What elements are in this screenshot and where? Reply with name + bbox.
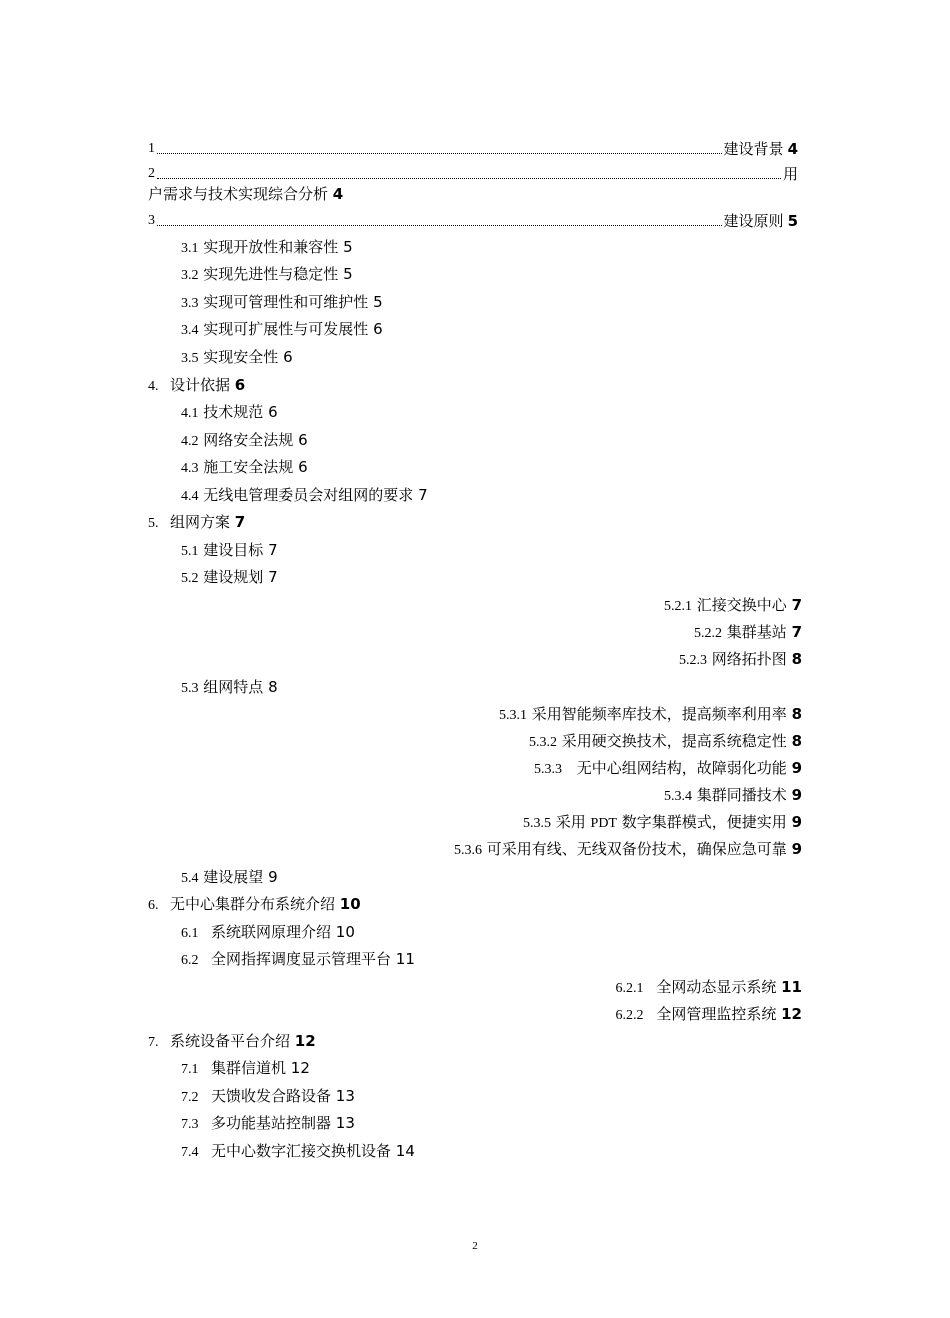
toc-entry-5-1[interactable]: 5.1 建设目标 7 [181, 541, 278, 559]
toc-entry-5-3-3[interactable]: 5.3.3 无中心组网结构，故障弱化功能 9 [533, 759, 802, 777]
toc-entry-6-2-1[interactable]: 6.2.1 全网动态显示系统 11 [615, 978, 802, 996]
toc-entry-3-3[interactable]: 3.3 实现可管理性和可维护性 5 [181, 293, 383, 311]
toc-entry-3[interactable]: 3 建设原则 5 [148, 212, 798, 230]
toc-entry-1[interactable]: 1 建设背景 4 [148, 140, 798, 158]
toc-entry-6-2-2[interactable]: 6.2.2 全网管理监控系统 12 [615, 1005, 802, 1023]
toc-entry-5-3-4[interactable]: 5.3.4 集群同播技术 9 [663, 786, 802, 804]
leader-dots [157, 224, 722, 226]
toc-entry-6-1[interactable]: 6.1 系统联网原理介绍 10 [181, 923, 355, 941]
toc-entry-4[interactable]: 4. 设计依据 6 [148, 376, 246, 394]
toc-entry-3-4[interactable]: 3.4 实现可扩展性与可发展性 6 [181, 320, 383, 338]
toc-entry-3-5[interactable]: 3.5 实现安全性 6 [181, 348, 293, 366]
toc-entry-5-2-3[interactable]: 5.2.3 网络拓扑图 8 [678, 650, 802, 668]
toc-entry-2[interactable]: 2 用 [148, 165, 798, 183]
toc-entry-5[interactable]: 5. 组网方案 7 [148, 513, 246, 531]
toc-entry-5-4[interactable]: 5.4 建设展望 9 [181, 868, 278, 886]
toc-entry-5-3-6[interactable]: 5.3.6 可采用有线、无线双备份技术，确保应急可靠 9 [453, 840, 802, 858]
toc-entry-5-3[interactable]: 5.3 组网特点 8 [181, 678, 278, 696]
toc-entry-2-continued[interactable]: 户需求与技术实现综合分析 4 [148, 185, 344, 203]
toc-entry-7-4[interactable]: 7.4 无中心数字汇接交换机设备 14 [181, 1142, 415, 1160]
toc-entry-4-1[interactable]: 4.1 技术规范 6 [181, 403, 278, 421]
toc-entry-4-3[interactable]: 4.3 施工安全法规 6 [181, 458, 308, 476]
toc-entry-5-3-1[interactable]: 5.3.1 采用智能频率库技术，提高频率利用率 8 [498, 705, 802, 723]
toc-entry-4-4[interactable]: 4.4 无线电管理委员会对组网的要求 7 [181, 486, 428, 504]
toc-entry-3-2[interactable]: 3.2 实现先进性与稳定性 5 [181, 265, 353, 283]
toc-entry-5-2-1[interactable]: 5.2.1 汇接交换中心 7 [663, 596, 802, 614]
toc-entry-5-3-2[interactable]: 5.3.2 采用硬交换技术，提高系统稳定性 8 [528, 732, 802, 750]
toc-entry-5-3-5[interactable]: 5.3.5 采用 PDT 数字集群模式，便捷实用 9 [522, 813, 802, 831]
toc-entry-7-2[interactable]: 7.2 天馈收发合路设备 13 [181, 1087, 355, 1105]
toc-entry-5-2[interactable]: 5.2 建设规划 7 [181, 568, 278, 586]
leader-dots [157, 177, 781, 179]
toc-entry-7-3[interactable]: 7.3 多功能基站控制器 13 [181, 1114, 355, 1132]
toc-entry-5-2-2[interactable]: 5.2.2 集群基站 7 [693, 623, 802, 641]
toc-entry-6[interactable]: 6. 无中心集群分布系统介绍 10 [148, 895, 361, 913]
toc-entry-7-1[interactable]: 7.1 集群信道机 12 [181, 1059, 310, 1077]
toc-entry-3-1[interactable]: 3.1 实现开放性和兼容性 5 [181, 238, 353, 256]
leader-dots [157, 152, 722, 154]
page-number: 2 [472, 1240, 478, 1252]
toc-entry-7[interactable]: 7. 系统设备平台介绍 12 [148, 1032, 316, 1050]
toc-entry-4-2[interactable]: 4.2 网络安全法规 6 [181, 431, 308, 449]
toc-entry-6-2[interactable]: 6.2 全网指挥调度显示管理平台 11 [181, 950, 415, 968]
